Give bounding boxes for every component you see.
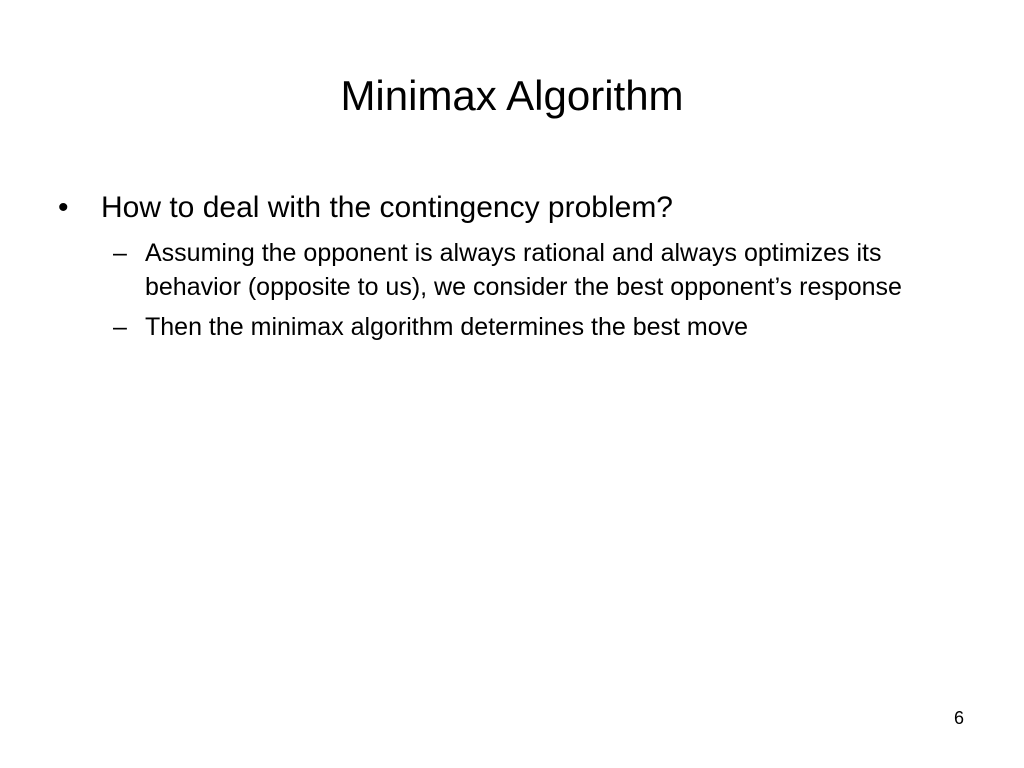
sub-bullet-marker: – <box>113 313 127 341</box>
sub-bullet-item <box>113 236 973 304</box>
slide-title: Minimax Algorithm <box>340 72 684 119</box>
bullet-text: How to deal with the contingency problem? <box>101 191 673 224</box>
sub-bullet-text: Assuming the opponent is always rational and always optimizes its behavior (opposite to us), we consider the best opponent’s response <box>145 239 902 301</box>
page-number: 6 <box>953 708 964 728</box>
sub-bullet-item <box>113 310 973 344</box>
sub-bullet-list <box>113 236 973 350</box>
bullet-marker: • <box>58 191 69 224</box>
sub-bullet-marker: – <box>113 239 127 267</box>
sub-bullet-text: Then the minimax algorithm determines the best move <box>145 313 749 341</box>
